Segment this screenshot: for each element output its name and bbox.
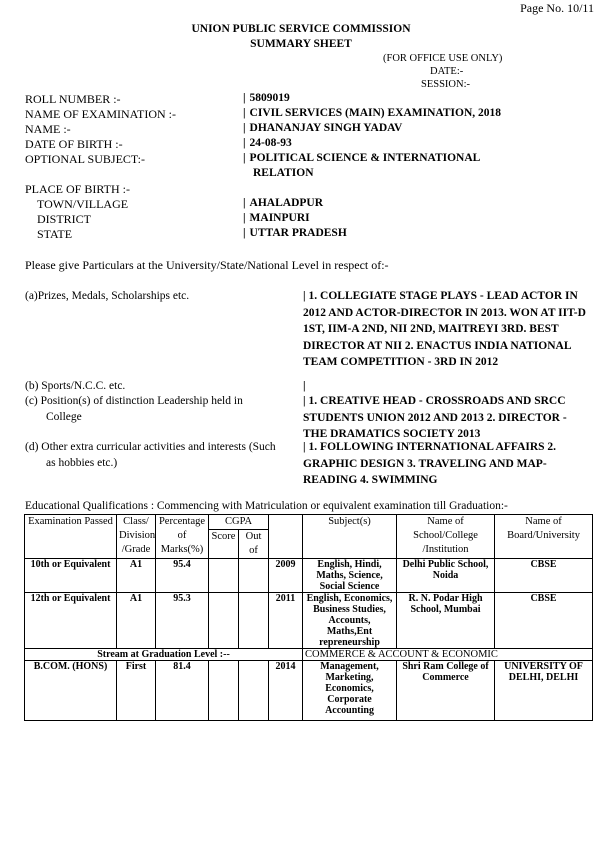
extra-label-line-2: as hobbies etc.) bbox=[46, 457, 118, 469]
exam-name-text: CIVIL SERVICES (MAIN) EXAMINATION, 2018 bbox=[249, 107, 501, 119]
cell-year: 2014 bbox=[269, 661, 303, 721]
table-header-row bbox=[25, 515, 593, 530]
office-use-label: (FOR OFFICE USE ONLY) bbox=[383, 53, 503, 64]
header-class: Class/ Division /Grade bbox=[117, 515, 156, 559]
stream-value: COMMERCE & ACCOUNT & ECONOMIC bbox=[303, 649, 593, 661]
town-value: | AHALADPUR bbox=[243, 197, 324, 209]
extra-curricular-value: | 1. FOLLOWING INTERNATIONAL AFFAIRS 2. GRAPHIC DESIGN 3. TRAVELING AND MAP-READING 4. SWIMMING bbox=[303, 441, 557, 486]
district-value: | MAINPURI bbox=[243, 212, 310, 224]
cell-out-of bbox=[239, 593, 269, 649]
cell-class: A1 bbox=[117, 559, 156, 593]
optional-subject-text-1: POLITICAL SCIENCE & INTERNATIONAL bbox=[249, 152, 481, 164]
prizes-value: | 1. COLLEGIATE STAGE PLAYS - LEAD ACTOR IN 2012 AND ACTOR-DIRECTOR IN 2013. WON AT IIT-D 1ST, IIM-A 2ND, NII 2ND, MAITREYI 3RD. BEST DIRECTOR AT NII 2. ENACTUS INDIA NATIONAL TEAM COMPETITION - 3RD IN 2012 bbox=[303, 290, 586, 368]
header-cgpa: CGPA bbox=[209, 515, 269, 530]
header-school: Name of School/College /Institution bbox=[397, 515, 495, 559]
education-intro: Educational Qualifications : Commencing with Matriculation or equivalent examination till Graduation:- bbox=[25, 500, 508, 512]
name-value: | DHANANJAY SINGH YADAV bbox=[243, 122, 403, 134]
dob-label: DATE OF BIRTH :- bbox=[25, 137, 123, 151]
organization-title: UNION PUBLIC SERVICE COMMISSION bbox=[191, 23, 411, 35]
cell-board: UNIVERSITY OF DELHI, DELHI bbox=[495, 661, 593, 721]
sports-value: | bbox=[303, 380, 306, 392]
header-subjects: Subject(s) bbox=[303, 515, 397, 559]
prizes-label: (a)Prizes, Medals, Scholarships etc. bbox=[25, 290, 190, 302]
cell-subjects: English, Economics, Business Studies, Accounts, Maths,Ent repreneurship bbox=[303, 593, 397, 649]
dob-text: 24-08-93 bbox=[249, 137, 292, 149]
cell-exam: B.COM. (HONS) bbox=[25, 661, 117, 721]
optional-subject-label: OPTIONAL SUBJECT:- bbox=[25, 152, 145, 166]
exam-name-value: | CIVIL SERVICES (MAIN) EXAMINATION, 2018 bbox=[243, 107, 501, 119]
cell-percentage: 95.3 bbox=[156, 593, 209, 649]
name-label: NAME :- bbox=[25, 122, 71, 136]
table-row-10th bbox=[25, 559, 593, 593]
extra-curricular-label bbox=[25, 439, 300, 471]
cell-percentage: 81.4 bbox=[156, 661, 209, 721]
optional-subject-text-2: RELATION bbox=[253, 167, 314, 179]
cell-school: R. N. Podar High School, Mumbai bbox=[397, 593, 495, 649]
leadership-label-line-2: College bbox=[46, 411, 82, 423]
cell-year: 2009 bbox=[269, 559, 303, 593]
education-table bbox=[24, 514, 593, 721]
cell-school: Shri Ram College of Commerce bbox=[397, 661, 495, 721]
particulars-intro: Please give Particulars at the University/State/National Level in respect of:- bbox=[25, 258, 389, 272]
cell-subjects: Management, Marketing, Economics, Corporate Accounting bbox=[303, 661, 397, 721]
extra-curricular-text: 1. FOLLOWING INTERNATIONAL AFFAIRS 2. GRAPHIC DESIGN 3. TRAVELING AND MAP-READING 4. SWIMMING bbox=[303, 441, 557, 486]
header-out-of: Out of bbox=[239, 530, 269, 559]
prizes-text: 1. COLLEGIATE STAGE PLAYS - LEAD ACTOR IN 2012 AND ACTOR-DIRECTOR IN 2013. WON AT IIT-D 1ST, IIM-A 2ND, NII 2ND, MAITREYI 3RD. BEST DIRECTOR AT NII 2. ENACTUS INDIA NATIONAL TEAM COMPETITION - 3RD IN 2012 bbox=[303, 290, 586, 368]
cell-score bbox=[209, 559, 239, 593]
header-score: Score bbox=[209, 530, 239, 559]
state-text: UTTAR PRADESH bbox=[249, 227, 347, 239]
name-text: DHANANJAY SINGH YADAV bbox=[249, 122, 403, 134]
cell-out-of bbox=[239, 661, 269, 721]
extra-label-line-1: (d) Other extra curricular activities and interests (Such bbox=[25, 441, 276, 453]
cell-board: CBSE bbox=[495, 593, 593, 649]
table-row-12th bbox=[25, 593, 593, 649]
leadership-value: | 1. CREATIVE HEAD - CROSSROADS AND SRCC STUDENTS UNION 2012 AND 2013 2. DIRECTOR - THE DRAMATICS SOCIETY 2013 bbox=[303, 395, 567, 440]
table-row-graduation bbox=[25, 661, 593, 721]
state-value: | UTTAR PRADESH bbox=[243, 227, 347, 239]
header-percentage: Percentage of Marks(%) bbox=[156, 515, 209, 559]
cell-out-of bbox=[239, 559, 269, 593]
place-of-birth-label: PLACE OF BIRTH :- bbox=[25, 182, 130, 196]
stream-row bbox=[25, 649, 593, 661]
cell-board: CBSE bbox=[495, 559, 593, 593]
leadership-text: 1. CREATIVE HEAD - CROSSROADS AND SRCC STUDENTS UNION 2012 AND 2013 2. DIRECTOR - THE DRAMATICS SOCIETY 2013 bbox=[303, 395, 567, 440]
cell-exam: 10th or Equivalent bbox=[25, 559, 117, 593]
district-label: DISTRICT bbox=[37, 212, 91, 226]
cell-score bbox=[209, 661, 239, 721]
page-number: Page No. 10/11 bbox=[520, 1, 594, 15]
state-label: STATE bbox=[37, 227, 73, 241]
cell-subjects: English, Hindi, Maths, Science, Social Science bbox=[303, 559, 397, 593]
roll-number-value: | 5809019 bbox=[243, 92, 290, 104]
cell-score bbox=[209, 593, 239, 649]
cell-year: 2011 bbox=[269, 593, 303, 649]
cell-exam: 12th or Equivalent bbox=[25, 593, 117, 649]
dob-value: | 24-08-93 bbox=[243, 137, 292, 149]
roll-number-label: ROLL NUMBER :- bbox=[25, 92, 121, 106]
district-text: MAINPURI bbox=[249, 212, 310, 224]
cell-class: First bbox=[117, 661, 156, 721]
document-title: SUMMARY SHEET bbox=[250, 38, 352, 50]
header-blank bbox=[269, 515, 303, 559]
exam-name-label: NAME OF EXAMINATION :- bbox=[25, 107, 176, 121]
optional-subject-value: | POLITICAL SCIENCE & INTERNATIONAL bbox=[243, 152, 481, 164]
leadership-label bbox=[25, 393, 295, 425]
leadership-label-line-1: (c) Position(s) of distinction Leadership held in bbox=[25, 395, 243, 407]
stream-label: Stream at Graduation Level :-- bbox=[25, 649, 303, 661]
roll-number-text: 5809019 bbox=[249, 92, 290, 104]
cell-school: Delhi Public School, Noida bbox=[397, 559, 495, 593]
cell-class: A1 bbox=[117, 593, 156, 649]
cell-percentage: 95.4 bbox=[156, 559, 209, 593]
sports-label: (b) Sports/N.C.C. etc. bbox=[25, 380, 126, 392]
header-exam: Examination Passed bbox=[25, 515, 117, 559]
office-date-label: DATE:- bbox=[430, 66, 464, 77]
town-text: AHALADPUR bbox=[249, 197, 324, 209]
header-board: Name of Board/University bbox=[495, 515, 593, 559]
town-label: TOWN/VILLAGE bbox=[37, 197, 129, 211]
office-session-label: SESSION:- bbox=[421, 79, 471, 90]
